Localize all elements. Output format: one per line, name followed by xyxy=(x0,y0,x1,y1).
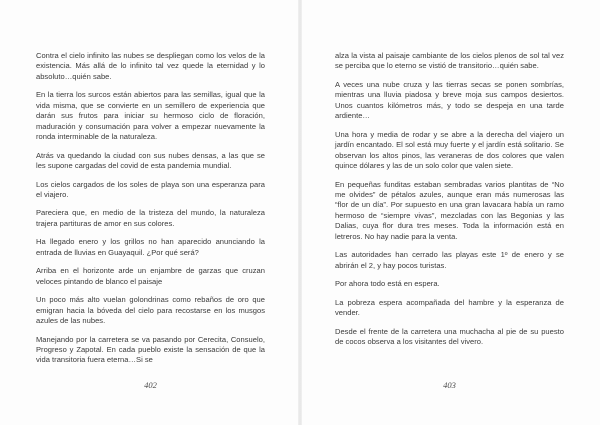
right-page-text xyxy=(335,51,564,355)
paragraph: Ha llegado enero y los grillos no han aparecido anunciando la entrada de lluvias en Guayaquil. ¿Por qué será? xyxy=(36,237,265,257)
paragraph: La pobreza espera acompañada del hambre y la esperanza de vender. xyxy=(335,297,564,318)
paragraph: Pareciera que, en medio de la tristeza del mundo, la naturaleza trajera partituras de amor en sus colores. xyxy=(36,208,265,228)
paragraph: Contra el cielo infinito las nubes se despliegan como los velos de la existencia. Más allá de lo infinito tal vez quede la eternidad y lo absoluto…quién sabe. xyxy=(36,51,265,81)
left-page-text xyxy=(36,51,265,374)
paragraph: Por ahora todo está en espera. xyxy=(335,279,440,289)
paragraph: A veces una nube cruza y las tierras secas se ponen sombrías, mientras una lluvia piadosa y breve moja sus campos desiertos. Unos cuantos kilómetros más, y todo se despeja en una tarde ardiente… xyxy=(335,79,564,121)
paragraph: Un poco más alto vuelan golondrinas como rebaños de oro que emigran hacia la bóveda del cielo para recostarse en los musgos azules de las nubes. xyxy=(36,295,265,326)
paragraph: Desde el frente de la carretera una muchacha al pie de su puesto de cocos observa a los visitantes del vivero. xyxy=(335,326,564,346)
paragraph: Los cielos cargados de los soles de playa son una esperanza para el viajero. xyxy=(36,179,265,199)
paragraph: Atrás va quedando la ciudad con sus nubes densas, a las que se les supone cargadas del covid de esta pandemia mundial. xyxy=(36,150,265,171)
page-number: 402 xyxy=(144,380,157,390)
paragraph: En la tierra los surcos están abiertos para las semillas, igual que la vida misma, que se convierte en un semillero de experiencia que darán sus frutos para iniciar su hermoso ciclo de floración, maduración y consumación para volver a empezar nuevamente la ronda interminable de la naturaleza. xyxy=(36,90,265,142)
paragraph: alza la vista al paisaje cambiante de los cielos plenos de sol tal vez se perciba que lo eterno se vistió de transitorio…quién sabe. xyxy=(335,51,564,71)
right-page xyxy=(300,0,600,425)
paragraph: Arriba en el horizonte arde un enjambre de garzas que cruzan veloces pintando de blanco el paisaje xyxy=(36,266,265,286)
paragraph: Las autoridades han cerrado las playas este 1º de enero y se abrirán el 2, y hay pocos turistas. xyxy=(335,250,564,270)
page-number: 403 xyxy=(443,380,456,390)
paragraph: Una hora y media de rodar y se abre a la derecha del viajero un jardín encantado. El sol está muy fuerte y el jardín está solitario. Se observan los altos pinos, las veraneras de dos colores que valen quince dólares y las de un solo color que valen siete. xyxy=(335,129,564,171)
paragraph: Manejando por la carretera se va pasando por Cerecita, Consuelo, Progreso y Zapotal. En cada pueblo existe la sensación de que la vida transitoria fuera eterna…Si se xyxy=(36,334,265,365)
paragraph: En pequeñas funditas estaban sembradas varios plantitas de “No me olvides” de pétalos azules, aunque eran más numerosas las “flor de un día”. Por supuesto en una gran lavacara había un ramo hermoso de “siempre vivas”, mezcladas con las Begonias y las Dalias, cuya flor dura tres meses. Toda la información está en letreros. No hay nadie para la venta. xyxy=(335,179,564,241)
